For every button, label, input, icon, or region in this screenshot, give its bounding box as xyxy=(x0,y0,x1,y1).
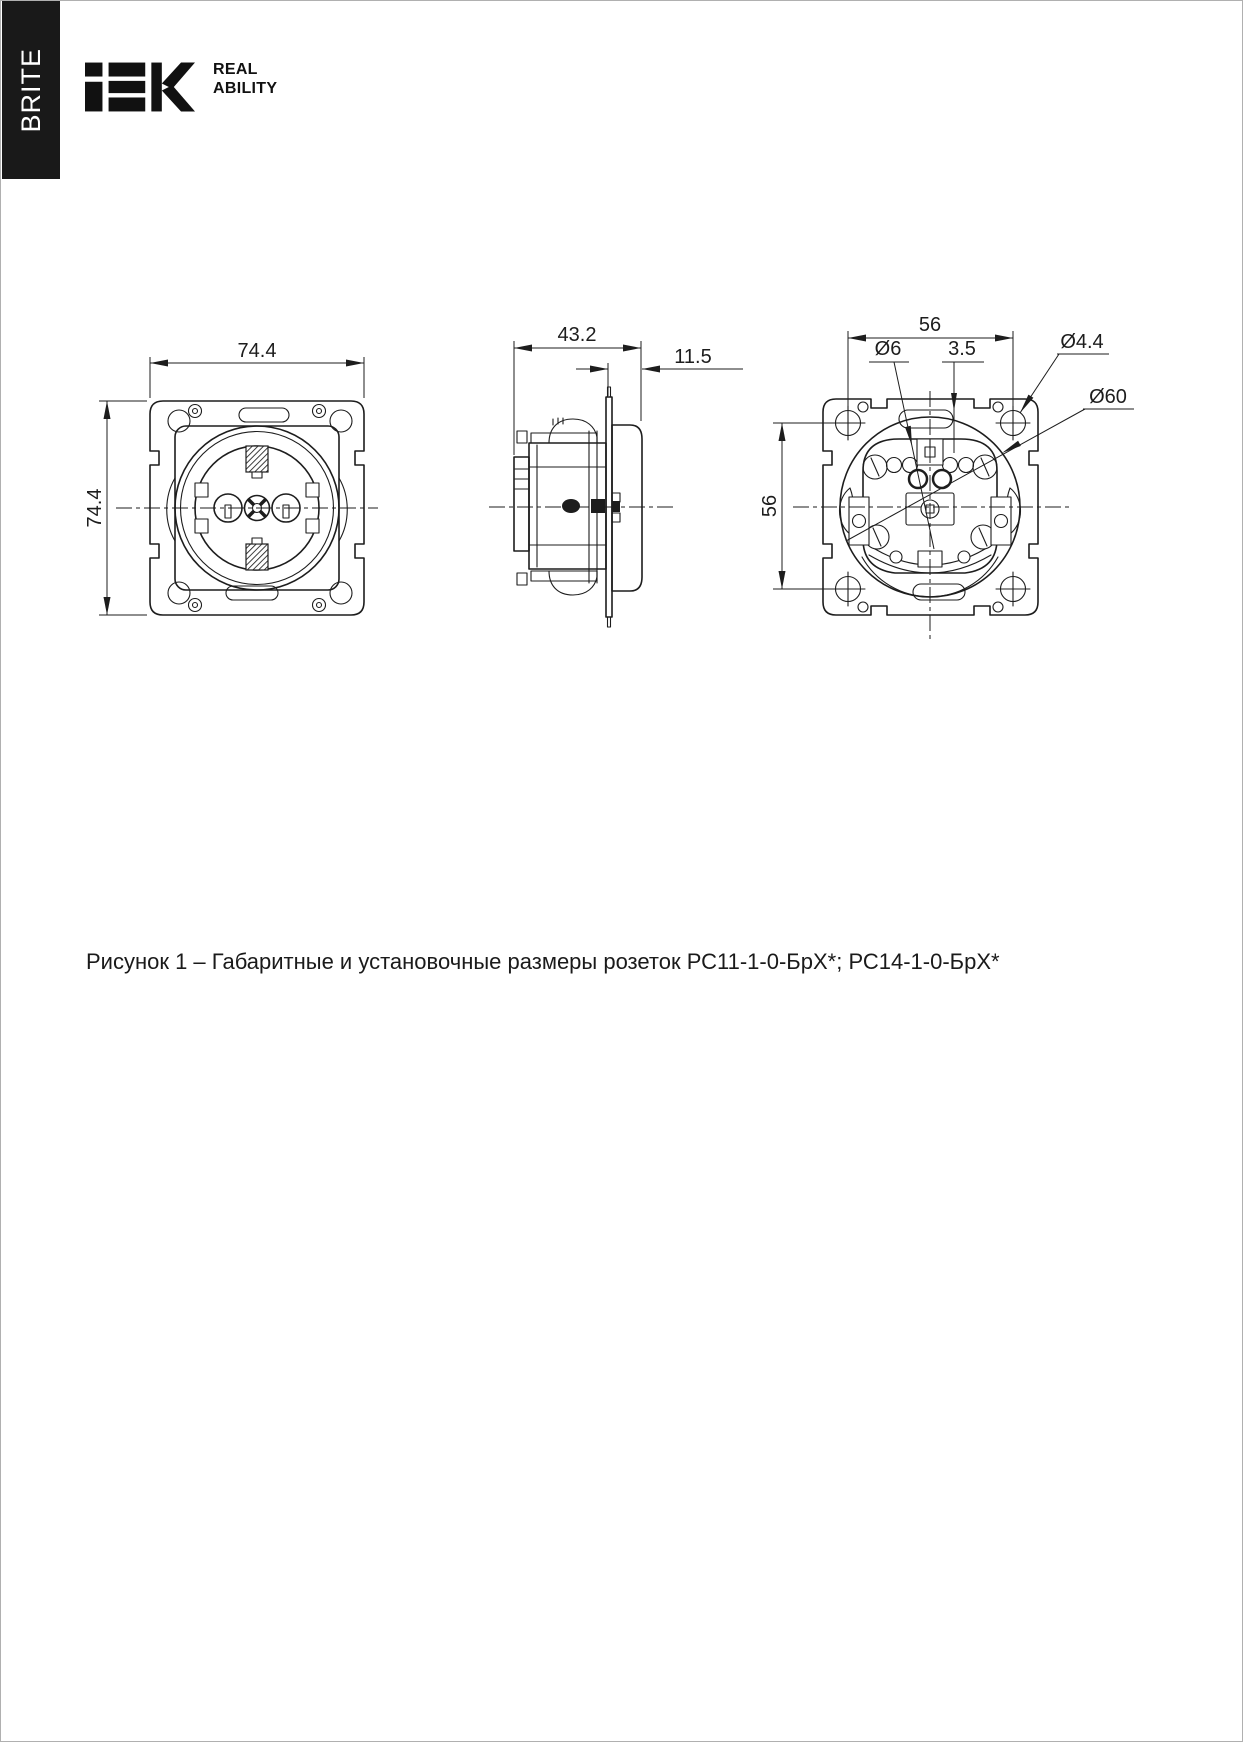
dim-side-depth-value: 43.2 xyxy=(557,324,597,346)
leader-body-dia-value: Ø60 xyxy=(1089,386,1127,408)
dim-front-width-value: 74.4 xyxy=(237,340,277,362)
leader-slot-width-value: 3.5 xyxy=(948,338,976,360)
dim-side-depth xyxy=(514,324,641,455)
dim-rear-pitch-v-value: 56 xyxy=(759,494,781,518)
figure-drawing xyxy=(1,1,1243,981)
leader-entry-hole-value: Ø6 xyxy=(874,338,902,360)
side-view xyxy=(489,324,743,627)
front-view xyxy=(84,340,378,615)
dim-side-face-depth-value: 11.5 xyxy=(674,346,712,368)
dim-side-face-depth xyxy=(576,346,743,396)
brand-tagline-line1: REAL xyxy=(213,61,258,78)
leader-mount-hole-value: Ø4.4 xyxy=(1060,331,1104,353)
dim-front-height-value: 74.4 xyxy=(84,488,106,528)
brand-tagline-line2: ABILITY xyxy=(213,79,278,97)
brite-series-label: BRITE xyxy=(15,47,46,133)
leader-slot-width xyxy=(942,338,984,453)
figure-caption: Рисунок 1 – Габаритные и установочные размеры розеток РС11-1-0-БрХ*; РС14-1-0-БрХ* xyxy=(86,949,1000,974)
dim-rear-pitch-v xyxy=(759,423,831,589)
dim-rear-pitch-h-value: 56 xyxy=(918,314,942,336)
dim-front-width xyxy=(150,340,364,398)
rear-view xyxy=(759,314,1134,641)
